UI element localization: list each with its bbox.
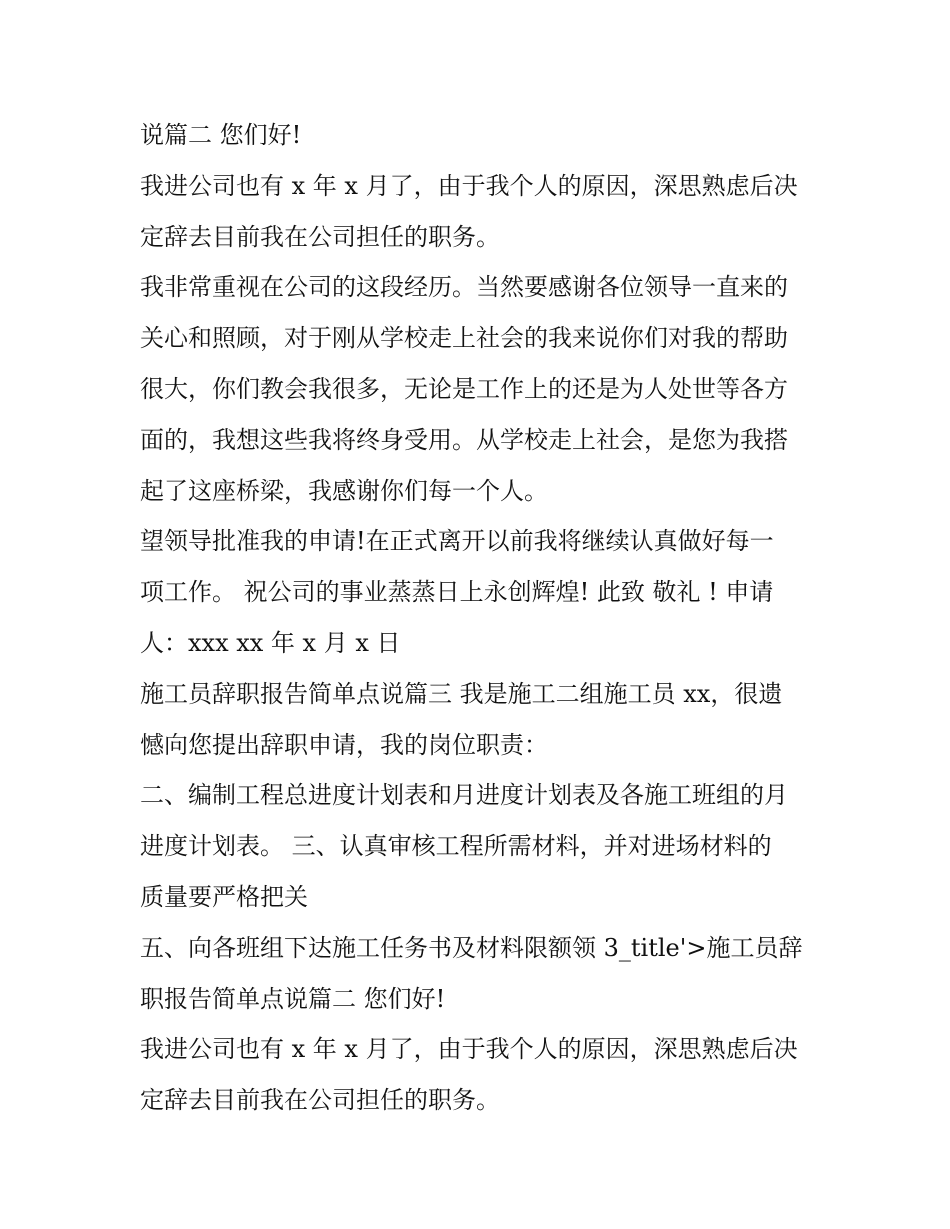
text-line: 五、向各班组下达施工任务书及材料限额领 3_title'>施工员辞	[140, 933, 803, 962]
text-line: 定辞去目前我在公司担任的职务。	[140, 1086, 500, 1115]
text-line: 人：xxx xx 年 x 月 x 日	[140, 628, 401, 657]
paragraph-gratitude	[140, 262, 830, 516]
paragraph-duties	[140, 770, 830, 922]
text-line: 质量要严格把关	[140, 882, 308, 911]
paragraph-tasks	[140, 923, 830, 1025]
text-line: 施工员辞职报告简单点说篇三 我是施工二组施工员 xx，很遗	[140, 679, 783, 708]
text-line: 我非常重视在公司的这段经历。当然要感谢各位领导一直来的	[140, 273, 788, 302]
text-line: 关心和照顾，对于刚从学校走上社会的我来说你们对我的帮助	[140, 324, 788, 353]
text-line: 进度计划表。 三、认真审核工程所需材料，并对进场材料的	[140, 832, 772, 861]
paragraph-tenure-repeat	[140, 1024, 830, 1126]
text-line: 二、编制工程总进度计划表和月进度计划表及各施工班组的月	[140, 781, 788, 810]
text-line: 说篇二 您们好!	[140, 121, 302, 149]
text-line: 憾向您提出辞职申请，我的岗位职责：	[140, 730, 548, 759]
text-line: 很大，你们教会我很多，无论是工作上的还是为人处世等各方	[140, 374, 788, 403]
text-line: 定辞去目前我在公司担任的职务。	[140, 222, 500, 251]
text-line: 我进公司也有 x 年 x 月了，由于我个人的原因，深思熟虑后决	[140, 1035, 798, 1064]
paragraph-section-three	[140, 669, 830, 771]
paragraph-tenure	[140, 161, 830, 263]
text-line: 职报告简单点说篇二 您们好!	[140, 984, 446, 1013]
text-line: 望领导批准我的申请!在正式离开以前我将继续认真做好每一	[140, 527, 774, 556]
text-line: 起了这座桥梁，我感谢你们每一个人。	[140, 476, 548, 505]
text-line: 面的，我想这些我将终身受用。从学校走上社会，是您为我搭	[140, 425, 788, 454]
paragraph-request	[140, 516, 830, 668]
document-body	[140, 110, 830, 1126]
paragraph-greeting	[140, 110, 830, 161]
text-line: 项工作。 祝公司的事业蒸蒸日上永创辉煌! 此致 敬礼 ! 申请	[140, 578, 774, 607]
text-line: 我进公司也有 x 年 x 月了，由于我个人的原因，深思熟虑后决	[140, 171, 798, 200]
